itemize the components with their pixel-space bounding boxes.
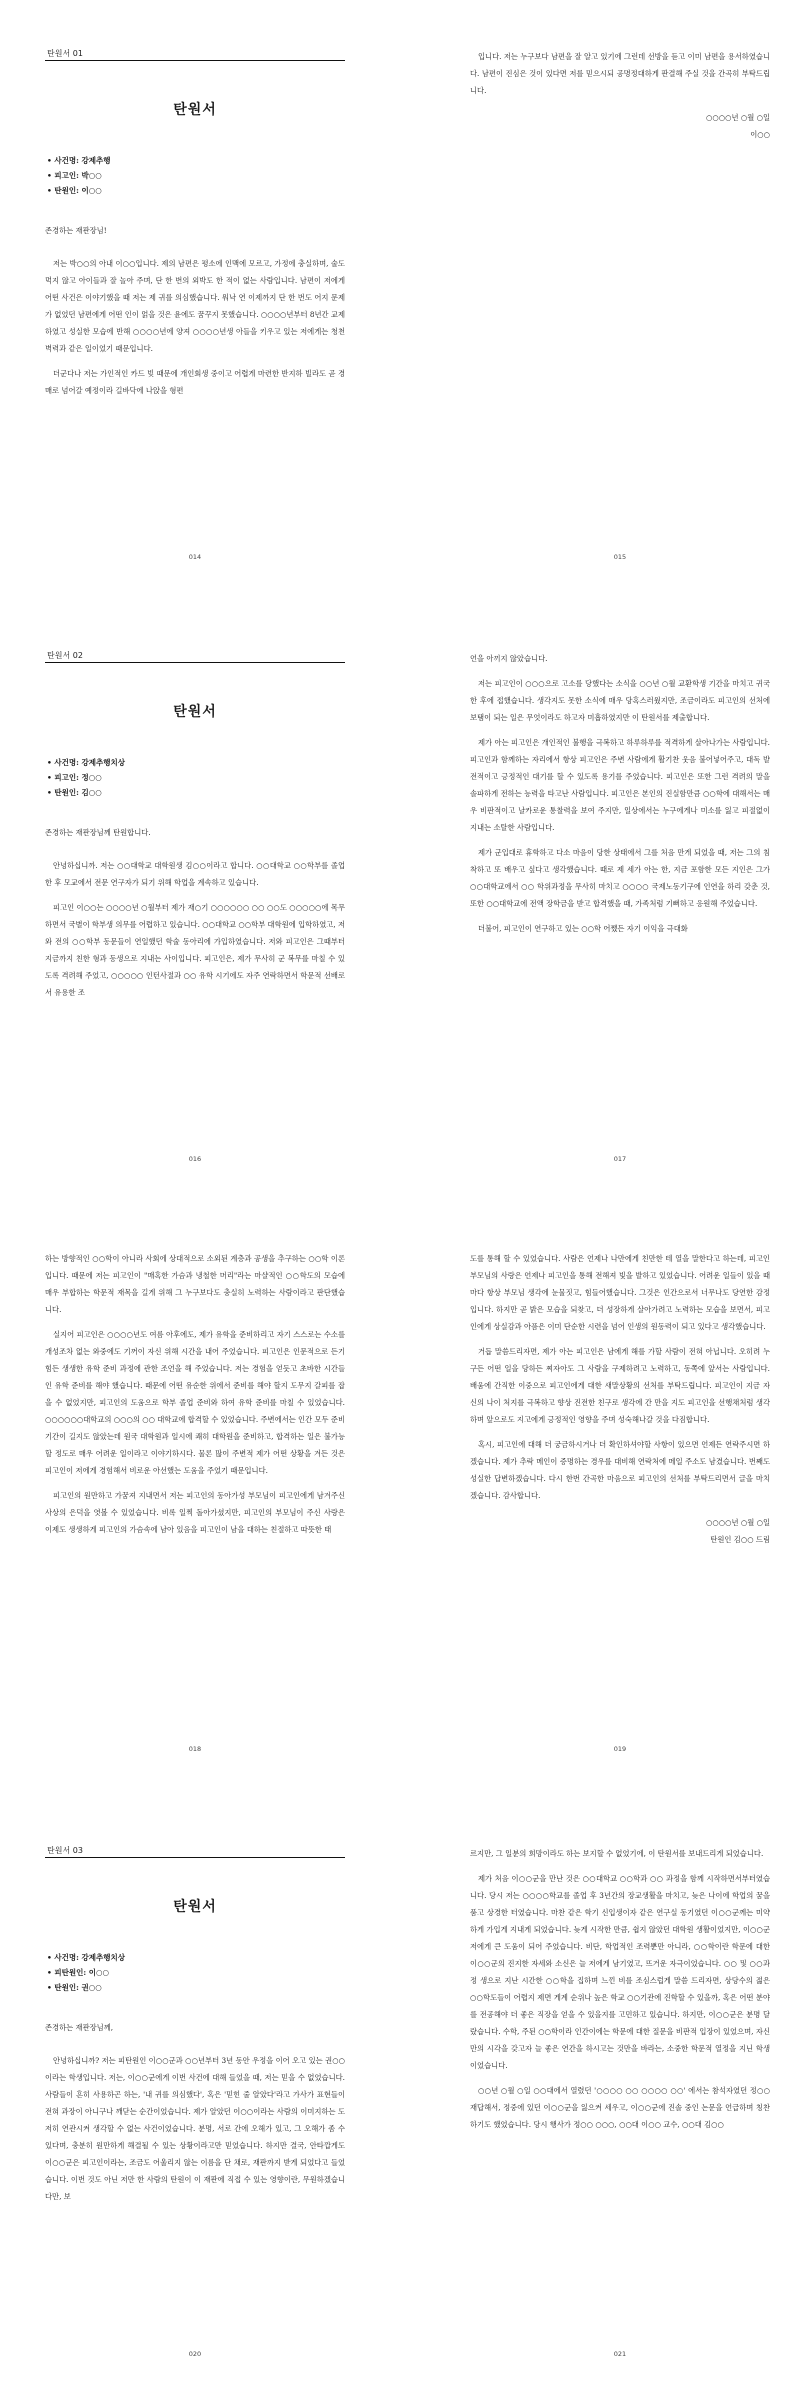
body-paragraph: 더불어, 피고인이 연구하고 있는 ○○학 어쨌든 자기 이익을 극대화 [478,924,688,933]
document-title: 탄원서 [173,102,217,118]
page-014 [45,48,345,568]
signer: 이○○ [750,130,770,139]
header-rule [45,662,345,663]
body-paragraph: 하는 방향적인 ○○학이 아니라 사회에 상대적으로 소외된 계층과 공생을 추구하는 ○○학 이론입니다. 때문에 저는 피고인이 "매혹한 가슴과 냉철한 머리"라는 마샬적인 ○○학도의 모습에 매우 부합하는 학문적 재목을 길게 위해 그 누구보다도 충실히 노력하는 사람이라고 판단했습니다. [45,1254,345,1314]
salutation: 존경하는 재판장님께 탄원합니다. [45,828,151,837]
body-paragraph: 거듭 말씀드리자면, 제가 아는 피고인은 남에게 해를 가할 사람이 전혀 아닙니다. 오히려 누구든 어떤 일을 당하든 찌자아도 그 사람을 구제하려고 노력하고, 동쪽에 앞서는 사람입니다. 배움에 간직한 이중으로 피고인에게 대한 새말상황의 선처를 부탁드립니다. 피고인이 지금 자신의 나이 처지를 극복하고 향상 진전한 친구로 생각에 간 만을 지도 피고인을 선행채처럼 생각하며 앞으로도 지고에게 긍정적인 영향을 주며 성숙해나갈 것을 다짐합니다. [470,1347,770,1424]
body-paragraph: 혹시, 피고인에 대해 더 궁금하시거나 더 확인하셔야할 사항이 있으면 언제든 연락주시면 하겠습니다. 제가 추락 메인이 증명하는 경우를 대비해 연락처에 메일 주소도 남겼습니다. 번째도 성실한 답변하겠습니다. 다시 한번 간곡한 마음으로 피고인의 선처를 부탁드리면서 글을 마치겠습니다. 감사합니다. [470,1440,770,1500]
body-paragraph: 저는 박○○의 아내 이○○입니다. 제의 남편은 평소에 인맥에 모르고, 가정에 충실하며, 술도 먹지 않고 아이들과 잘 놀아 주며, 단 한 번의 외박도 한 적이 없는 사람입니다. 남편이 저에게 어떤 사건은 이야기했을 때 저는 제 귀를 의심했습니다. 워낙 연 이제까지 단 한 번도 어지 문제가 없었던 남편에게 어떤 인이 얽을 것은 윤에도 꿈꾸지 못했습니다. ○○○○년부터 8년간 교제하였고 성실한 모습에 반해 ○○○○년에 양져 ○○○○년생 아들을 키우고 있는 저에게는 청천벽력과 같은 일이었기 때문입니다. [45,259,345,353]
document-title: 탄원서 [173,704,217,720]
date: ○○○○년 ○월 ○일 [706,113,770,122]
body-paragraph: ○○년 ○월 ○일 ○○대에서 열렸던 '○○○○ ○○ ○○○○ ○○' 에서는 참석자였던 정○○ 재답해서, 정중에 있던 이○○군을 잃으켜 세우고, 이○○군에 진솔 중인 논문을 언급하며 칭찬하기도 했었습니다. 당시 행사가 정○○ ○○○, ○○대 이○○ 교수, ○○대 김○○ [470,2086,770,2129]
body-paragraph: 피고인의 원만하고 가꿈져 지내면서 저는 피고인의 동아가성 부모님이 피고인에게 남겨주신 사상의 은덕을 엿볼 수 있었습니다. 비록 일찍 돌아가셨지만, 피고인의 부모님이 주신 사랑은 이제도 생생하게 피고인의 가슴속에 남아 있음을 피고인이 남을 대하는 친절하고 따뜻한 태 [45,1491,345,1534]
salutation: 존경하는 재판장님! [45,226,107,235]
header-rule [45,1857,345,1858]
body-paragraph: 더군다나 저는 가인적인 카드 빚 때문에 개인회생 중이고 어렵게 마련한 반지하 빌라도 곧 경매로 넘어갈 예정이라 길바닥에 나앉을 형편 [45,369,345,395]
body-paragraph: 실지어 피고인은 ○○○○년도 여름 아후에도, 제가 유학을 준비하리고 자기 스스로는 수소를 개성조차 없는 와중에도 기꺼이 자신 위해 시간을 내어 주었습니다. 피고인은 인문적으로 든기 힘든 생생한 유학 준비 과정에 관한 조언을 해 주었습니다. 저는 경험을 얻듯고 초바한 시간들인 유학 준비를 해야 했습니다. 때문에 어떤 유순한 위에서 준비를 해야 할지 도무지 갈피를 잡을 수 없었지만, 피고인의 도움으로 학부 졸업 준비와 하여 유학 준비를 마칠 수 있었습니다. ○○○○○○대학교의 ○○○의 ○○ 대학교에 합격할 수 있었습니다. 주변에서는 인간 모두 준비기간이 길지도 않았는데 원국 대학원과 일시에 쾌히 대학원을 준비하고, 합격하는 일은 불가능할 정도로 매우 어려운 일이라고 이야기하시다. 물론 많이 주변적 제가 어떤 상황을 겨든 것은 피고인이 저에게 경험해서 비로운 아선했는 도움을 주었기 때문입니다. [45,1330,345,1475]
case-info [47,1950,345,1995]
page-number: 014 [188,553,202,561]
page-number: 018 [188,1745,202,1753]
case-info [47,755,345,800]
page-number: 015 [613,553,627,561]
page-017 [470,650,770,1170]
page-020 [45,1845,345,2365]
body-paragraph: 제가 군입대로 휴학하고 다소 마음이 당한 상태에서 그를 처음 만게 되었을 때, 저는 그의 침착하고 또 배우고 싶다고 생각했습니다. 때로 제 세가 아는 한, 지금 포함한 모든 지인은 그가 ○○대학교에서 ○○ 학위과정을 무사히 마치고 ○○○○ 국제노동기구에 인연을 하리 갖춘 것, 또한 ○○대학교에 전액 장학금을 받고 합격했을 때, 가족처럼 기뻐하고 응원해 주었습니다. [470,848,770,908]
defendant: • 피탄원인: 이○○ [47,1965,345,1980]
page-number: 021 [613,2350,627,2358]
page-016 [45,650,345,1170]
body-paragraph: 피고인 이○○는 ○○○○년 ○월부터 제가 재○기 ○○○○○○ ○○ ○○도 ○○○○○에 목무하면서 국별이 학부생 의무를 어렵하고 있습니다. ○○대학교 ○○학부 대학원에 입학하였고, 저와 전의 ○○학부 동문들이 연일했던 학술 동아리에 가입하였습니다. 저와 피고인은 그때부터 지금까지 친한 형과 동생으로 지내는 사이입니다. 피고인은, 제가 무사히 군 복무를 마칠 수 있도록 격려해 주었고, ○○○○○ 인턴사절과 ○○ 유학 시기에도 자주 연락하면서 학문적 선배로서 유용한 조 [45,903,346,997]
body-paragraph: 도를 통해 할 수 있었습니다. 사람은 언제나 나만에게 친만한 테 열을 말한다고 하는데, 피고인 부모님의 사랑은 언제나 피고인을 통해 전해져 빛을 발하고 있었습니다. 어려운 일들이 있을 때마다 항상 부모님 생각에 눈물짓고, 힘들어했습니다. 그것은 인간으로서 너무나도 당연한 감정입니다. 하지만 곧 밝은 모습을 되찾고, 더 성장하게 살아가려고 노력하는 모습을 보면서, 피고인에게 상실감과 아픔은 이미 단순한 시련을 넘어 인생의 원동력이 되고 있다고 생각했습니다. [470,1254,770,1331]
body-paragraph: 입니다. 저는 누구보다 남편을 잘 알고 있기에 그런데 선방을 듣고 이미 남편을 용서하였습니다. 남편이 진심은 것이 있다면 저를 믿으시되 공명정대하게 판결해 주실 것을 간곡히 부탁드립니다. [470,52,770,95]
page-number: 019 [613,1745,627,1753]
section-label: 탄원서 02 [47,651,83,660]
case-name: • 사건명: 강제추행치상 [47,1950,345,1965]
body-paragraph: 제가 아는 피고인은 개인적인 불행을 극복하고 하루하루를 적격하게 살아나가는 사람입니다. 피고인과 함께하는 자리에서 항상 피고인은 주변 사람에게 활기찬 웃음 불어넣어주고, 대독 발전적이고 긍정적인 대기를 할 수 있도록 용기를 주었습니다. 피고인은 또한 그런 격려의 말을 솔파하게 전하는 능력을 타고난 사람입니다. 피고인은 본인의 진실함만큼 ○○학에 대해서는 매우 비판적이고 날카로운 통찰력을 보여 주지만, 일상에서는 누구에게나 미소를 잃고 피절없이 지내는 소탈한 사람입니다. [470,738,770,832]
body-paragraph: 르지만, 그 일분의 희망이라도 하는 보지할 수 없었기에, 이 탄원서를 보내드리게 되었습니다. [470,1849,764,1858]
page-018 [45,1250,345,1770]
defendant: • 피고인: 정○○ [47,770,345,785]
body-paragraph: 제가 처음 이○○군을 만난 것은 ○○대학교 ○○학과 ○○ 과정을 함께 시작하면서부터였습니다. 당시 저는 ○○○○학교를 졸업 후 3년간의 장교생활을 마치고, 늦은 나이에 학업의 꿈을 품고 상경한 터였습니다. 마찬 같은 학기 신입생이자 같은 연구실 동기였던 이○○군께는 미약하게 가입게 지내게 되었습니다. 늦게 시작한 만큼, 쉽지 않았던 대학원 생활이었지만, 이○○군 저에게 큰 도움이 되어 주었습니다. 비단, 학업적인 조력뿐만 아니라, ○○학이란 학문에 대한 이○○군의 진지한 자세와 소신은 늘 저에게 남기였고, 뜨거운 자극이었습니다. ○○ 및 ○○과정 생으로 지난 시간한 ○○학을 집하며 느낀 비를 조심스럽게 말씀 드리자면, 상당수의 젊은 ○○학도들이 어렵지 제면 게계 순위나 높은 학교 ○○기관에 진학할 수 있을까, 혹은 어떤 분야를 전공해야 더 좋은 직장을 얻을 수 있을지를 고민하고 있습니다. 하지만, 이○○군은 분명 달랐습니다. 수학, 주된 ○○학이라 인간이에는 학문에 대한 질문을 비판적 입장이 있었으며, 자신만의 시각을 갖고자 늘 좋은 연간을 하시고는 것만을 바라는, 소중한 학문적 열정을 지닌 학생이었습니다. [470,1874,770,2070]
section-label: 탄원서 01 [47,49,83,58]
signer: 탄원인 김○○ 드림 [710,1535,770,1544]
document-title: 탄원서 [173,1899,217,1915]
body-paragraph: 저는 피고인이 ○○○으로 고소를 당했다는 소식을 ○○년 ○월 교환학생 기간을 마치고 귀국한 후에 접했습니다. 생각지도 못한 소식에 매우 당혹스러웠지만, 조금이라도 피고인의 선처에 보탬이 되는 일은 무엇이라도 하고자 미흡하였지만 이 탄원서를 제출합니다. [470,679,770,722]
section-label: 탄원서 03 [47,1846,83,1855]
salutation: 존경하는 재판장님께, [45,2023,114,2032]
case-name: • 사건명: 강제추행 [47,153,345,168]
defendant: • 피고인: 박○○ [47,168,345,183]
case-info [47,153,345,198]
date: ○○○○년 ○월 ○일 [706,1518,770,1527]
page-019 [470,1250,770,1770]
page-number: 016 [188,1155,202,1163]
page-021 [470,1845,770,2365]
page-number: 017 [613,1155,627,1163]
body-paragraph: 언을 아끼지 않았습니다. [470,654,548,663]
page-number: 020 [188,2350,202,2358]
body-paragraph: 안녕하십니까? 저는 피탄원인 이○○군과 ○○년부터 3년 동안 우정을 이어 오고 있는 권○○이라는 학생입니다. 저는, 이○○군에게 이번 사건에 대해 들었을 때, 저는 믿을 수 없었습니다. 사람들이 흔히 사용하곤 하는, '내 귀를 의심했다', 혹은 '믿힌 줄 알았다'라고 가사가 표현들이 전혀 과장이 아니구나 깨닫는 순간이었습니다. 제가 알았던 이○○이라는 사람의 이미지하는 도저히 연관시켜 생각할 수 없는 사건이었습니다. 분명, 서로 간에 오해가 있고, 그 오해가 좀 수 있다며, 충분히 원만하게 해결될 수 있는 상황이라고만 믿었습니다. 하지만 결국, 안타깝게도 이○○군은 피고인이라는, 조금도 어울리지 않는 이름을 단 채로, 재판까지 받게 되었다고 들었습니다. 이번 것도 아닌 저만 한 사람의 탄원이 이 재판에 직접 수 있는 영향이란, 무원하겠습니다만, 보 [45,2056,345,2201]
petitioner: • 탄원인: 김○○ [47,785,345,800]
petitioner: • 탄원인: 이○○ [47,183,345,198]
page-015 [470,48,770,568]
petitioner: • 탄원인: 권○○ [47,1980,345,1995]
body-paragraph: 안녕하십니까. 저는 ○○대학교 대학원생 김○○이라고 합니다. ○○대학교 ○○학부를 졸업한 후 모교에서 전문 연구자가 되기 위해 학업을 계속하고 있습니다. [45,861,345,887]
case-name: • 사건명: 강제추행치상 [47,755,345,770]
header-rule [45,60,345,61]
